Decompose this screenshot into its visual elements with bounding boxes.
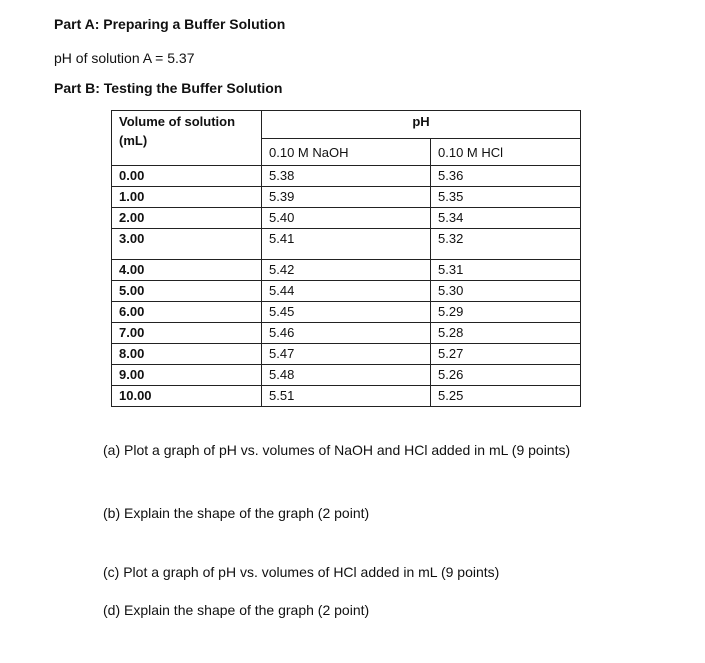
- naoh-ph-cell: 5.42: [262, 260, 431, 281]
- hcl-ph-cell: 5.26: [431, 365, 581, 386]
- table-row: [112, 323, 581, 344]
- question-d: (d) Explain the shape of the graph (2 point): [103, 602, 370, 618]
- naoh-ph-cell: 5.48: [262, 365, 431, 386]
- part-b-heading: Part B: Testing the Buffer Solution: [54, 80, 283, 96]
- volume-column-header-text: Volume of solution (mL): [119, 114, 236, 148]
- volume-cell: 5.00: [112, 281, 262, 302]
- ph-column-header: pH: [262, 111, 581, 139]
- table-row: [112, 260, 581, 281]
- hcl-ph-cell: 5.29: [431, 302, 581, 323]
- volume-cell: 0.00: [112, 166, 262, 187]
- table-row: [112, 386, 581, 407]
- hcl-ph-cell: 5.27: [431, 344, 581, 365]
- hcl-ph-cell: 5.25: [431, 386, 581, 407]
- question-a: (a) Plot a graph of pH vs. volumes of NaOH and HCl added in mL (9 points): [103, 442, 571, 458]
- hcl-ph-cell: 5.36: [431, 166, 581, 187]
- volume-cell: 8.00: [112, 344, 262, 365]
- volume-cell: 3.00: [112, 229, 262, 260]
- table-row: [112, 229, 581, 260]
- table-row: [112, 365, 581, 386]
- volume-column-header: [112, 111, 262, 166]
- naoh-ph-cell: 5.39: [262, 187, 431, 208]
- hcl-ph-cell: 5.28: [431, 323, 581, 344]
- naoh-ph-cell: 5.38: [262, 166, 431, 187]
- table-row: [112, 187, 581, 208]
- volume-cell: 1.00: [112, 187, 262, 208]
- volume-cell: 4.00: [112, 260, 262, 281]
- volume-cell: 6.00: [112, 302, 262, 323]
- question-c: (c) Plot a graph of pH vs. volumes of HCl added in mL (9 points): [103, 564, 500, 580]
- volume-cell: 7.00: [112, 323, 262, 344]
- naoh-ph-cell: 5.47: [262, 344, 431, 365]
- volume-cell: 9.00: [112, 365, 262, 386]
- part-a-heading: Part A: Preparing a Buffer Solution: [54, 16, 286, 32]
- table-row: [112, 302, 581, 323]
- volume-cell: 2.00: [112, 208, 262, 229]
- table-row: [112, 281, 581, 302]
- hcl-ph-cell: 5.35: [431, 187, 581, 208]
- hcl-column-header: 0.10 M HCl: [431, 139, 581, 166]
- table-row: [112, 344, 581, 365]
- hcl-ph-cell: 5.31: [431, 260, 581, 281]
- volume-cell: 10.00: [112, 386, 262, 407]
- hcl-ph-cell: 5.32: [431, 229, 581, 260]
- table-row: [112, 208, 581, 229]
- hcl-ph-cell: 5.34: [431, 208, 581, 229]
- naoh-ph-cell: 5.40: [262, 208, 431, 229]
- naoh-ph-cell: 5.41: [262, 229, 431, 260]
- hcl-ph-cell: 5.30: [431, 281, 581, 302]
- question-b: (b) Explain the shape of the graph (2 point): [103, 505, 370, 521]
- naoh-ph-cell: 5.45: [262, 302, 431, 323]
- solution-a-ph: pH of solution A = 5.37: [54, 50, 195, 66]
- buffer-data-table: [111, 110, 581, 407]
- naoh-ph-cell: 5.44: [262, 281, 431, 302]
- naoh-column-header: 0.10 M NaOH: [262, 139, 431, 166]
- naoh-ph-cell: 5.46: [262, 323, 431, 344]
- table-row: [112, 166, 581, 187]
- naoh-ph-cell: 5.51: [262, 386, 431, 407]
